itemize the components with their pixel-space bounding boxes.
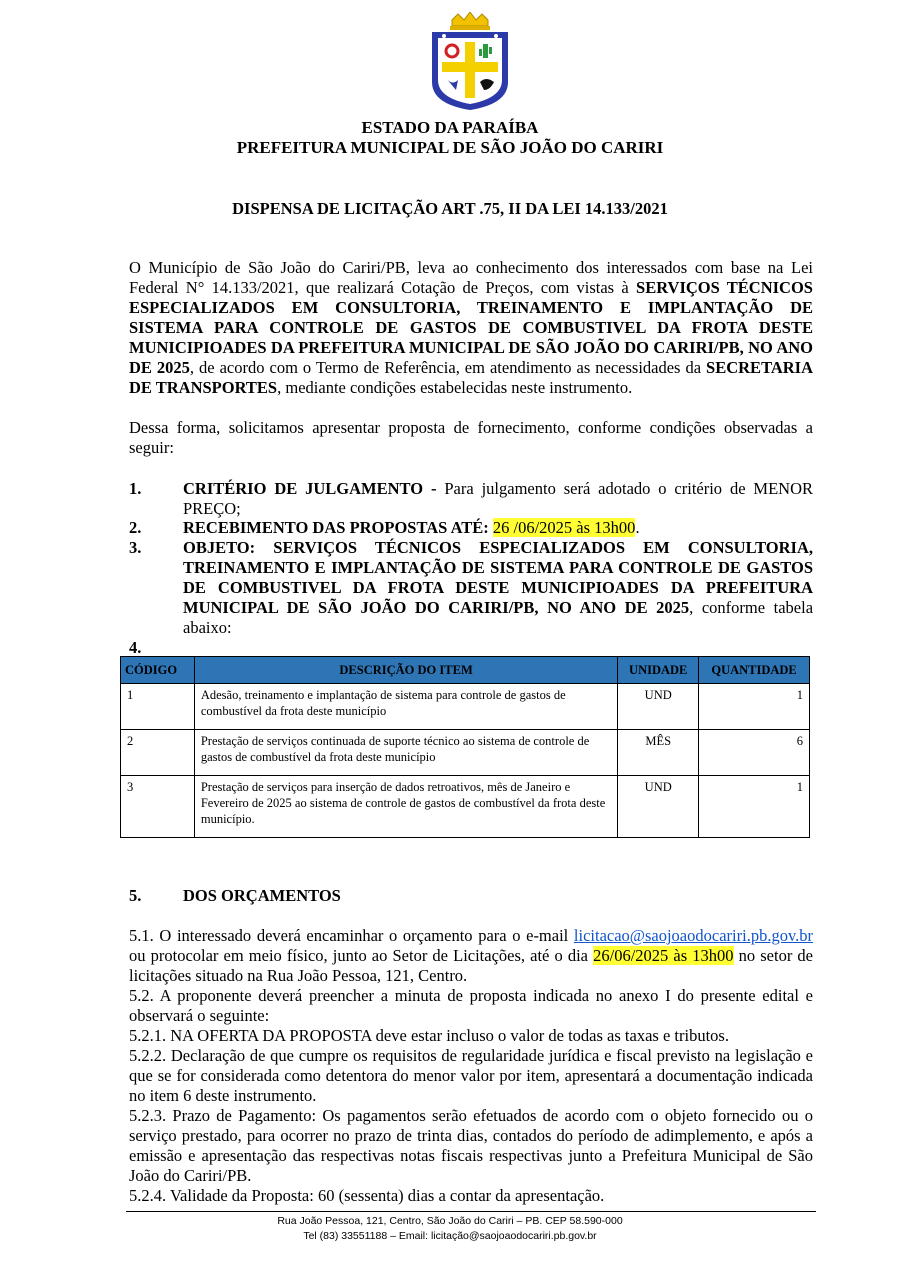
state-heading: ESTADO DA PARAÍBA	[361, 118, 539, 137]
cell-unit: UND	[618, 684, 699, 730]
p51-text-c: no setor de licitações situado na Rua João Pessoa, 121, Centro.	[129, 946, 813, 985]
intro-object-bold: SERVIÇOS TÉCNICOS ESPECIALIZADOS EM CONSULTORIA, TREINAMENTO E IMPLANTAÇÃO DE SISTEMA PARA CONTROLE DE GASTOS DE COMBUSTIVEL DA FROTA DESTE MUNICIPIOADES DA PREFEITURA MUNICIPAL DE SÃO JOÃO DO CARIRI/PB, NO ANO DE 2025	[129, 278, 813, 377]
paragraph-5-2-1: 5.2.1. NA OFERTA DA PROPOSTA deve estar incluso o valor de todas as taxas e tributos.	[129, 1026, 729, 1045]
section-title: DOS ORÇAMENTOS	[183, 886, 341, 905]
list-item-deadline	[129, 518, 813, 538]
deadline-end: .	[635, 518, 640, 537]
table-row	[121, 684, 810, 730]
items-table	[120, 656, 810, 838]
cell-unit: MÊS	[618, 730, 699, 776]
table-row	[121, 776, 810, 838]
object-text: , conforme tabela abaixo:	[183, 598, 814, 637]
deadline-label: RECEBIMENTO DAS PROPOSTAS ATÉ:	[183, 518, 493, 537]
intro-text-e: , mediante condições estabelecidas neste instrumento.	[277, 378, 633, 397]
object-label: OBJETO: SERVIÇOS TÉCNICOS ESPECIALIZADOS EM CONSULTORIA, TREINAMENTO E IMPLANTAÇÃO DE SISTEMA PARA CONTROLE DE GASTOS DE COMBUSTIVEL DA FROTA DESTE MUNICIPIOADES DA PREFEITURA MUNICIPAL DE SÃO JOÃO DO CARIRI/PB, NO ANO DE 2025	[183, 538, 813, 617]
footer-address: Rua João Pessoa, 121, Centro, São João do Cariri – PB. CEP 58.590-000	[277, 1215, 623, 1227]
cell-code: 1	[121, 684, 195, 730]
section-number: 5.	[129, 886, 142, 905]
header-quantity: QUANTIDADE	[699, 657, 810, 684]
paragraph-5-2-2: 5.2.2. Declaração de que cumpre os requisitos de regularidade jurídica e fiscal previsto na legislação e que se for considerada como detentora do menor valor por item, apresentará a documentação indicada no item 6 deste instrumento.	[129, 1046, 813, 1105]
header-code: CÓDIGO	[121, 657, 195, 684]
email-link[interactable]: licitacao@saojoaodocariri.pb.gov.br	[573, 926, 813, 945]
header-unit: UNIDADE	[618, 657, 699, 684]
footer-divider	[126, 1211, 816, 1212]
table-row	[121, 730, 810, 776]
list-number: 4.	[129, 638, 142, 657]
intro-paragraph	[129, 258, 813, 398]
deadline-date: 26 /06/2025 às 13h00	[492, 518, 636, 537]
municipal-crest-icon	[428, 12, 512, 112]
p51-text-a: 5.1. O interessado deverá encaminhar o orçamento para o e-mail	[129, 926, 574, 945]
list-item-object	[129, 538, 813, 638]
intro-text-a: O Município de São João do Cariri/PB, leva ao conhecimento dos interessados com base na Lei Federal N° 14.133/2021, que realizará Cotação de Preços, com vistas à	[129, 258, 813, 297]
municipality-heading: PREFEITURA MUNICIPAL DE SÃO JOÃO DO CARIRI	[236, 138, 664, 157]
list-number: 3.	[129, 538, 142, 557]
notice-title: DISPENSA DE LICITAÇÃO ART .75, II DA LEI 14.133/2021	[232, 199, 668, 218]
p51-date: 26/06/2025 às 13h00	[593, 946, 734, 965]
paragraph-5-1	[129, 926, 813, 986]
cell-description: Prestação de serviços continuada de suporte técnico ao sistema de controle de gastos de combustível da frota deste município	[194, 730, 617, 776]
cell-quantity: 6	[699, 730, 810, 776]
p51-text-b: ou protocolar em meio físico, junto ao Setor de Licitações, até o dia	[129, 946, 594, 965]
cell-code: 2	[121, 730, 195, 776]
paragraph-5-2: 5.2. A proponente deverá preencher a minuta de proposta indicada no anexo I do presente edital e observará o seguinte:	[129, 986, 813, 1025]
header-description: DESCRIÇÃO DO ITEM	[194, 657, 617, 684]
table-header-row	[121, 657, 810, 684]
judgment-label: CRITÉRIO DE JULGAMENTO -	[183, 479, 445, 498]
intro-secretaria-bold: SECRETARIA DE TRANSPORTES	[129, 358, 814, 397]
footer-contact: Tel (83) 33551188 – Email: licitação@saojoaodocariri.pb.gov.br	[303, 1230, 597, 1242]
cell-quantity: 1	[699, 776, 810, 838]
cell-description: Adesão, treinamento e implantação de sistema para controle de gastos de combustível da frota deste município	[194, 684, 617, 730]
cell-description: Prestação de serviços para inserção de dados retroativos, mês de Janeiro e Fevereiro de 2025 ao sistema de controle de gastos de combustível da frota deste município.	[194, 776, 617, 838]
cell-quantity: 1	[699, 684, 810, 730]
list-number: 1.	[129, 479, 142, 498]
request-paragraph: Dessa forma, solicitamos apresentar proposta de fornecimento, conforme condições observadas a seguir:	[129, 418, 813, 457]
cell-unit: UND	[618, 776, 699, 838]
list-number: 2.	[129, 518, 142, 537]
section-5-heading	[129, 886, 341, 906]
paragraph-5-2-3: 5.2.3. Prazo de Pagamento: Os pagamentos serão efetuados de acordo com o objeto fornecido ou o serviço prestado, para ocorrer no prazo de trinta dias, contados do período de adimplemento, e após a emissão e apresentação das respectivas notas fiscais respectivas junto a Prefeitura Municipal de São João do Cariri/PB.	[129, 1106, 813, 1185]
intro-text-c: , de acordo com o Termo de Referência, em atendimento as necessidades da	[189, 358, 707, 377]
paragraph-5-2-4: 5.2.4. Validade da Proposta: 60 (sessenta) dias a contar da apresentação.	[129, 1186, 605, 1205]
list-item-judgment	[129, 479, 813, 519]
cell-code: 3	[121, 776, 195, 838]
judgment-text: Para julgamento será adotado o critério de MENOR PREÇO;	[183, 479, 813, 518]
